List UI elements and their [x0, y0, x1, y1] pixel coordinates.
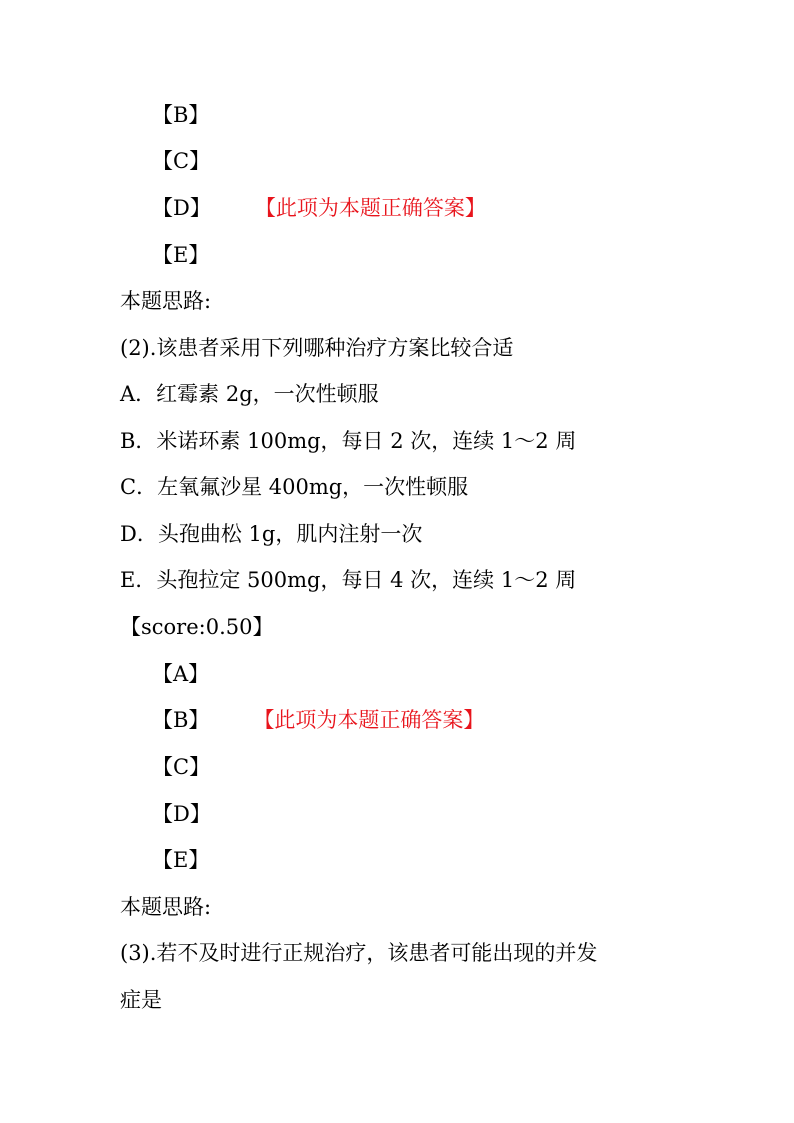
q2-choice-a: A．红霉素 2g，一次性顿服 — [120, 382, 379, 406]
q1-option-c — [152, 146, 210, 176]
correct-answer-flag: 【此项为本题正确答案】 — [254, 196, 486, 220]
q3-question-line-2: 症是 — [120, 988, 162, 1012]
q2-option-d — [152, 799, 211, 829]
q2-question: (2).该患者采用下列哪种治疗方案比较合适 — [120, 336, 514, 360]
q3-question-line-1: (3).若不及时进行正规治疗，该患者可能出现的并发 — [120, 941, 598, 965]
q2-choice-c: C．左氧氟沙星 400mg，一次性顿服 — [120, 475, 469, 499]
q1-option-e — [152, 240, 209, 270]
q2-option-b — [152, 705, 484, 735]
option-label: 【B】 — [152, 103, 210, 127]
q2-thinking-label: 本题思路: — [120, 895, 212, 919]
option-label: 【D】 — [152, 802, 211, 826]
q1-option-b — [152, 100, 209, 130]
option-label: 【E】 — [152, 848, 210, 872]
q1-thinking-label: 本题思路: — [120, 289, 212, 313]
q2-choice-b: B．米诺环素 100mg，每日 2 次，连续 1～2 周 — [120, 429, 577, 453]
q2-option-a — [152, 659, 209, 689]
option-label: 【C】 — [152, 755, 211, 779]
q2-choice-d: D．头孢曲松 1g，肌内注射一次 — [120, 522, 423, 546]
option-label: 【A】 — [152, 662, 210, 686]
q2-score: 【score:0.50】 — [120, 615, 274, 639]
q2-option-c — [152, 752, 210, 782]
q2-option-e — [152, 845, 209, 875]
option-label: 【C】 — [152, 149, 211, 173]
q2-choice-e: E．头孢拉定 500mg，每日 4 次，连续 1～2 周 — [120, 568, 577, 592]
option-label: 【D】 — [152, 196, 211, 220]
option-label: 【B】 — [152, 708, 210, 732]
option-label: 【E】 — [152, 243, 210, 267]
q1-option-d — [152, 193, 486, 223]
correct-answer-flag: 【此项为本题正确答案】 — [253, 708, 485, 732]
